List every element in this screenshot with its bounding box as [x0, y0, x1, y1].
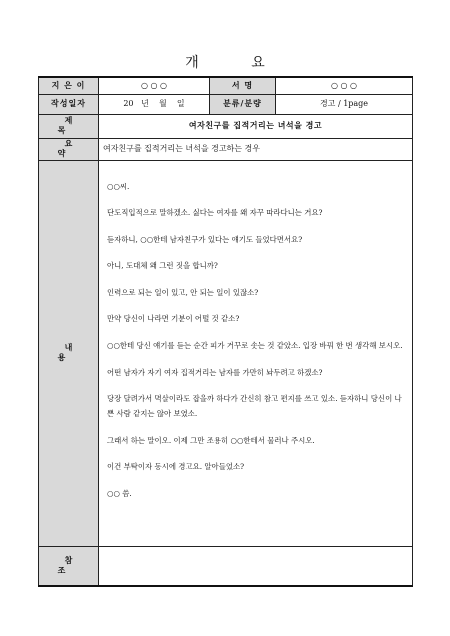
summary-row [39, 138, 413, 160]
page-title: 개 요 [185, 55, 289, 71]
reference-row [39, 546, 413, 586]
reference-value [99, 546, 413, 586]
content-paragraph: ○○한테 당신 얘기를 듣는 순간 피가 거꾸로 솟는 것 같았소. 입장 바꿔 한 번 생각해 보시오. [107, 341, 403, 351]
category-label: 분류/분량 [210, 94, 276, 114]
author-row [39, 77, 413, 94]
summary-value: 여자친구를 집적거리는 녀석을 경고하는 경우 [99, 138, 413, 160]
content-paragraph: 이건 부탁이자 동시에 경고요. 알아들었소? [107, 462, 245, 472]
subject-row [39, 114, 413, 138]
category-value: 경고 / 1page [276, 94, 413, 114]
content-paragraph: 단도직입적으로 말하겠소. 싫다는 여자를 왜 자꾸 따라다니는 거요? [107, 208, 323, 218]
content-paragraph: 인력으로 되는 일이 있고, 안 되는 일이 있잖소? [107, 287, 259, 297]
summary-label: 요 약 [39, 138, 99, 160]
subject-value: 여자친구를 집적거리는 녀석을 경고 [99, 114, 413, 138]
sign-value: ○ ○ ○ [276, 77, 413, 94]
date-label: 작성일자 [39, 94, 99, 114]
reference-label: 참 조 [39, 546, 99, 586]
subject-label: 제 목 [39, 114, 99, 138]
content-paragraph: ○○씨. [107, 181, 130, 191]
content-paragraph: ○○ 씀. [107, 489, 132, 499]
author-label: 지 은 이 [39, 77, 99, 94]
content-label: 내 용 [39, 160, 99, 546]
sign-label: 서 명 [210, 77, 276, 94]
date-row [39, 94, 413, 114]
content-paragraph: 아니, 도대체 왜 그런 짓을 합니까? [107, 261, 218, 271]
content-paragraph: 듣자하니, ○○한테 남자친구가 있다는 얘기도 들었다면서요? [107, 234, 303, 244]
content-row [39, 160, 413, 546]
content-paragraph: 그래서 하는 말이오. 이제 그만 조용히 ○○한테서 물러나 주시오. [107, 435, 315, 445]
author-value: ○ ○ ○ [99, 77, 210, 94]
content-paragraph: 만약 당신이 나라면 기분이 어떨 것 같소? [107, 314, 240, 324]
content-paragraph: 어떤 남자가 자기 여자 집적거리는 남자를 가만히 놔두려고 하겠소? [107, 367, 323, 377]
date-value: 20 년 월 일 [99, 94, 210, 114]
content-paragraph: 당장 달려가서 멱살이라도 잡을까 하다가 간신히 참고 편지를 쓰고 있소. 듣자하니 당신이 나쁜 사람 같지는 않아 보였소. [107, 394, 402, 419]
document-form [38, 76, 413, 587]
content-body [99, 160, 413, 546]
